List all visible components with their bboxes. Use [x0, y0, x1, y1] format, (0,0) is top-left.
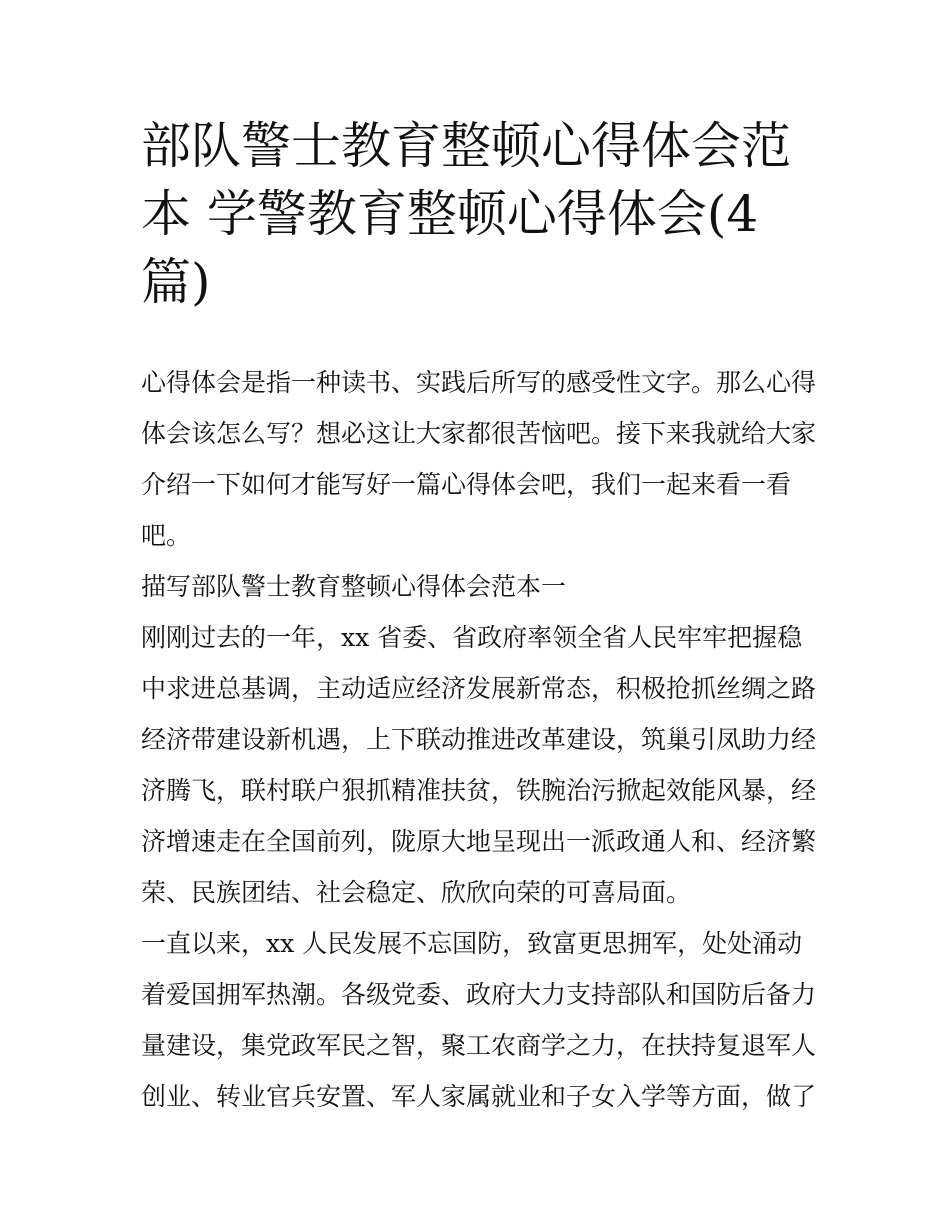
section-heading: 描写部队警士教育整顿心得体会范本一	[141, 572, 567, 601]
title-line: 部队警士教育整顿心得体会范	[141, 117, 791, 175]
paragraph-line: 济增速走在全国前列，陇原大地呈现出一派政通人和、经济繁	[141, 827, 817, 856]
title-line: 篇)	[141, 253, 211, 311]
paragraph-line: 创业、转业官兵安置、军人家属就业和子女入学等方面，做了	[141, 1082, 817, 1111]
intro-paragraph-line: 体会该怎么写？想必这让大家都很苦恼吧。接下来我就给大家	[141, 419, 817, 448]
intro-paragraph-line: 吧。	[141, 521, 192, 550]
paragraph-line: 一直以来，xx 人民发展不忘国防，致富更思拥军，处处涌动	[141, 929, 803, 958]
paragraph-line: 着爱国拥军热潮。各级党委、政府大力支持部队和国防后备力	[141, 980, 817, 1009]
paragraph-line: 荣、民族团结、社会稳定、欣欣向荣的可喜局面。	[141, 878, 692, 907]
paragraph-line: 经济带建设新机遇，上下联动推进改革建设，筑巢引凤助力经	[141, 725, 817, 754]
paragraph-line: 中求进总基调，主动适应经济发展新常态，积极抢抓丝绸之路	[141, 674, 817, 703]
document-title	[141, 112, 821, 316]
intro-paragraph-line: 心得体会是指一种读书、实践后所写的感受性文字。那么心得	[141, 368, 817, 397]
document-body	[141, 357, 821, 1122]
title-line: 本 学警教育整顿心得体会(4	[141, 185, 759, 243]
paragraph-line: 刚刚过去的一年，xx 省委、省政府率领全省人民牢牢把握稳	[141, 623, 803, 652]
paragraph-line: 量建设，集党政军民之智，聚工农商学之力，在扶持复退军人	[141, 1031, 817, 1060]
paragraph-line: 济腾飞，联村联户狠抓精准扶贫，铁腕治污掀起效能风暴，经	[141, 776, 817, 805]
intro-paragraph-line: 介绍一下如何才能写好一篇心得体会吧，我们一起来看一看	[141, 470, 792, 499]
